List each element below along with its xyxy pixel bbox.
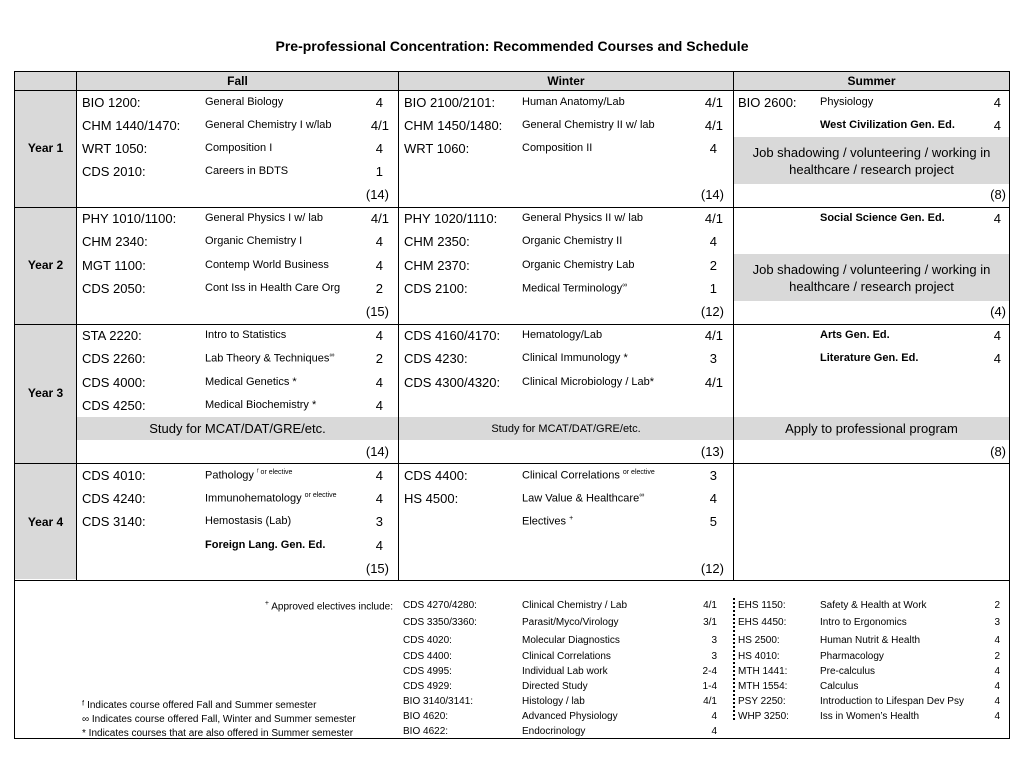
elective-credits: 1-4	[702, 681, 717, 692]
elective-desc: Iss in Women’s Health	[820, 711, 920, 722]
header-winter: Winter	[547, 74, 585, 88]
fall-total: (15)	[365, 561, 389, 576]
elective-desc: Pharmacology	[820, 651, 884, 662]
elective-desc: Pre-calculus	[820, 666, 876, 677]
course-code: CDS 4250:	[82, 398, 146, 413]
course-code: BIO 2600:	[738, 95, 797, 110]
footnote-mark: ∞	[622, 282, 628, 289]
course-desc: Medical Biochemistry *	[205, 399, 317, 411]
apply-note-summer: Apply to professional program	[785, 421, 958, 436]
course-credits: 4	[993, 328, 1001, 343]
elective-credits: 4	[994, 666, 1000, 677]
course-desc-text: Electives	[522, 515, 567, 528]
winter-total: (12)	[700, 561, 724, 576]
course-code: CHM 2370:	[404, 258, 470, 273]
course-code: MGT 1100:	[82, 258, 146, 273]
course-desc	[205, 352, 334, 365]
elective-code: WHP 3250:	[738, 711, 789, 722]
course-desc: Physiology	[820, 96, 874, 108]
elective-code: BIO 3140/3141:	[403, 696, 474, 707]
course-credits: 2	[375, 281, 383, 296]
course-code: BIO 1200:	[82, 95, 141, 110]
study-note-winter: Study for MCAT/DAT/GRE/etc.	[491, 423, 641, 435]
winter-total: (14)	[700, 187, 724, 202]
course-code: HS 4500:	[404, 491, 459, 506]
course-desc-text: Pathology	[205, 469, 254, 482]
course-desc-text: Medical Terminology	[522, 282, 623, 295]
course-credits: 4	[993, 211, 1001, 226]
course-credits: 5	[709, 514, 717, 529]
elective-credits: 2	[994, 600, 1000, 611]
course-credits: 3	[709, 468, 717, 483]
course-credits: 4/1	[370, 118, 389, 133]
course-credits: 4	[993, 118, 1001, 133]
elective-desc: Parasit/Myco/Virology	[522, 617, 619, 628]
year-4-label: Year 4	[27, 515, 64, 529]
course-code: BIO 2100/2101:	[404, 95, 496, 110]
electives-separator	[733, 598, 735, 720]
elective-code: BIO 4620:	[403, 711, 449, 722]
elective-code: PSY 2250:	[738, 696, 786, 707]
elective-code: CDS 4270/4280:	[403, 600, 477, 611]
course-desc	[522, 515, 573, 528]
footnote-mark: ∞	[329, 352, 335, 359]
footnote-mark: or elective	[622, 469, 655, 476]
footnote-mark: +	[264, 600, 270, 607]
fall-total: (14)	[365, 444, 389, 459]
course-code: STA 2220:	[82, 328, 142, 343]
course-credits: 4/1	[704, 95, 723, 110]
course-code: CDS 4300/4320:	[404, 375, 501, 390]
winter-total: (13)	[700, 444, 724, 459]
course-credits: 4/1	[704, 118, 723, 133]
course-credits: 4	[375, 398, 383, 413]
elective-desc: Clinical Correlations	[522, 651, 611, 662]
course-desc: Organic Chemistry Lab	[522, 259, 635, 271]
elective-credits: 4	[994, 635, 1000, 646]
course-desc: Organic Chemistry II	[522, 235, 623, 247]
course-desc: General Physics II w/ lab	[522, 212, 644, 224]
elective-desc: Molecular Diagnostics	[522, 635, 620, 646]
course-credits: 4	[709, 141, 717, 156]
course-desc	[522, 492, 644, 505]
course-credits: 4/1	[704, 328, 723, 343]
elective-code: EHS 4450:	[738, 617, 787, 628]
elective-desc: Intro to Ergonomics	[820, 617, 907, 628]
elective-code: MTH 1554:	[738, 681, 788, 692]
course-credits: 4	[375, 375, 383, 390]
course-desc-text: Law Value & Healthcare	[522, 492, 640, 505]
course-code: CDS 3140:	[82, 514, 146, 529]
course-desc-text: Clinical Correlations	[522, 469, 620, 482]
electives-label-text: Approved electives include:	[271, 601, 393, 613]
course-credits: 4	[375, 95, 383, 110]
fall-total: (14)	[365, 187, 389, 202]
elective-desc: Human Nutrit & Health	[820, 635, 921, 646]
course-code: CDS 4010:	[82, 468, 146, 483]
divider	[15, 580, 1009, 581]
footnote-mark: +	[569, 515, 574, 522]
course-credits: 4	[375, 141, 383, 156]
elective-desc: Individual Lab work	[522, 666, 608, 677]
course-desc: Composition II	[522, 142, 593, 154]
elective-code: CDS 4995:	[403, 666, 452, 677]
course-credits: 2	[709, 258, 717, 273]
course-credits: 4	[375, 538, 383, 553]
elective-credits: 4/1	[703, 600, 717, 611]
page-title: Pre-professional Concentration: Recommended Courses and Schedule	[275, 38, 749, 54]
course-code: CHM 1440/1470:	[82, 118, 181, 133]
elective-desc: Endocrinology	[522, 726, 586, 737]
course-code: CDS 2260:	[82, 351, 146, 366]
year-3-label: Year 3	[27, 386, 64, 400]
elective-desc: Safety & Health at Work	[820, 600, 927, 611]
course-credits: 4/1	[704, 211, 723, 226]
course-desc: Careers in BDTS	[205, 165, 289, 177]
course-desc: Human Anatomy/Lab	[522, 96, 625, 108]
elective-code: MTH 1441:	[738, 666, 788, 677]
elective-code: HS 4010:	[738, 651, 780, 662]
course-desc: Organic Chemistry I	[205, 235, 303, 247]
course-code: CDS 4240:	[82, 491, 146, 506]
course-credits: 3	[709, 351, 717, 366]
elective-code: CDS 4929:	[403, 681, 452, 692]
year-2-label: Year 2	[27, 258, 64, 272]
course-code: WRT 1050:	[82, 141, 148, 156]
course-code: CDS 4400:	[404, 468, 468, 483]
summer-total: (8)	[990, 444, 1006, 459]
course-credits: 4	[375, 468, 383, 483]
elective-code: CDS 4020:	[403, 635, 452, 646]
elective-credits: 3/1	[703, 617, 717, 628]
course-code: CDS 2050:	[82, 281, 146, 296]
elective-code: BIO 4622:	[403, 726, 449, 737]
elective-desc: Histology / lab	[522, 696, 585, 707]
course-desc: Medical Genetics *	[205, 376, 297, 388]
course-desc-text: Immunohematology	[205, 492, 302, 505]
year-column-bg	[15, 90, 76, 579]
course-desc-text: Lab Theory & Techniques	[205, 352, 330, 365]
elective-code: CDS 4400:	[403, 651, 452, 662]
elective-credits: 3	[711, 635, 717, 646]
footnote: * Indicates courses that are also offered in Summer semester	[82, 728, 354, 739]
elective-desc: Directed Study	[522, 681, 588, 692]
header-fall: Fall	[227, 74, 248, 88]
course-desc: Composition I	[205, 142, 273, 154]
divider	[15, 207, 1009, 208]
gen-ed-course: Social Science Gen. Ed.	[820, 212, 945, 224]
elective-credits: 4	[994, 711, 1000, 722]
course-credits: 3	[375, 514, 383, 529]
elective-desc: Introduction to Lifespan Dev Psy	[820, 696, 964, 707]
elective-credits: 4	[711, 726, 717, 737]
course-desc	[522, 469, 655, 482]
year-1-label: Year 1	[27, 141, 64, 155]
gen-ed-course: West Civilization Gen. Ed.	[820, 119, 955, 131]
footnote-mark: ᶠ or elective	[257, 469, 293, 476]
elective-credits: 2	[994, 651, 1000, 662]
course-desc: Hematology/Lab	[522, 329, 603, 341]
course-code: PHY 1020/1110:	[404, 211, 498, 226]
divider	[15, 463, 1009, 464]
gen-ed-course: Foreign Lang. Gen. Ed.	[205, 539, 326, 551]
course-code: PHY 1010/1100:	[82, 211, 177, 226]
course-code: CDS 2100:	[404, 281, 468, 296]
course-code: CDS 4230:	[404, 351, 468, 366]
course-credits: 4	[375, 328, 383, 343]
course-credits: 4	[993, 351, 1001, 366]
divider	[76, 72, 77, 580]
course-credits: 4	[375, 234, 383, 249]
elective-code: HS 2500:	[738, 635, 780, 646]
course-desc: General Biology	[205, 96, 284, 108]
elective-code: EHS 1150:	[738, 600, 786, 611]
elective-credits: 4	[994, 681, 1000, 692]
summer-activity-note: Job shadowing / volunteering / working in healthcare / research project	[752, 145, 991, 177]
course-credits: 4/1	[370, 211, 389, 226]
electives-label	[150, 600, 393, 612]
course-desc: General Physics I w/ lab	[205, 212, 323, 224]
course-credits: 4	[375, 491, 383, 506]
elective-credits: 4	[994, 696, 1000, 707]
elective-credits: 4	[711, 711, 717, 722]
course-credits: 1	[709, 281, 717, 296]
elective-desc: Advanced Physiology	[522, 711, 618, 722]
course-credits: 4	[993, 95, 1001, 110]
divider	[15, 90, 1009, 91]
course-credits: 2	[375, 351, 383, 366]
course-code: CHM 2350:	[404, 234, 470, 249]
divider	[398, 72, 399, 580]
course-credits: 4	[709, 234, 717, 249]
summer-activity-note: Job shadowing / volunteering / working in healthcare / research project	[752, 262, 991, 294]
footnote: ∞ Indicates course offered Fall, Winter and Summer semester	[82, 714, 356, 725]
divider	[15, 324, 1009, 325]
course-credits: 1	[375, 164, 383, 179]
course-credits: 4	[709, 491, 717, 506]
course-credits: 4/1	[704, 375, 723, 390]
course-desc: General Chemistry II w/ lab	[522, 119, 655, 131]
elective-desc: Clinical Chemistry / Lab	[522, 600, 628, 611]
header-summer: Summer	[847, 74, 896, 88]
course-code: CDS 2010:	[82, 164, 146, 179]
course-desc: Contemp World Business	[205, 259, 329, 271]
elective-credits: 3	[711, 651, 717, 662]
course-desc: Intro to Statistics	[205, 329, 287, 341]
course-desc: Cont Iss in Health Care Org	[205, 282, 341, 294]
gen-ed-course: Literature Gen. Ed.	[820, 352, 919, 364]
course-desc	[522, 282, 627, 295]
elective-credits: 2-4	[702, 666, 717, 677]
elective-credits: 4/1	[703, 696, 717, 707]
course-code: CHM 1450/1480:	[404, 118, 503, 133]
study-note-fall: Study for MCAT/DAT/GRE/etc.	[149, 421, 326, 436]
course-code: CDS 4000:	[82, 375, 146, 390]
elective-credits: 3	[994, 617, 1000, 628]
elective-code: CDS 3350/3360:	[403, 617, 477, 628]
course-code: CDS 4160/4170:	[404, 328, 501, 343]
course-code: WRT 1060:	[404, 141, 470, 156]
course-desc	[205, 492, 337, 505]
summer-total: (8)	[990, 187, 1006, 202]
summer-total: (4)	[990, 304, 1006, 319]
course-desc: Clinical Immunology *	[522, 352, 628, 364]
course-desc: Clinical Microbiology / Lab*	[522, 376, 655, 388]
course-desc	[205, 469, 292, 482]
fall-total: (15)	[365, 304, 389, 319]
footnote: ᶠ Indicates course offered Fall and Summer semester	[82, 700, 317, 711]
elective-desc: Calculus	[820, 681, 859, 692]
course-credits: 4	[375, 258, 383, 273]
gen-ed-course: Arts Gen. Ed.	[820, 329, 890, 341]
footnote-mark: or elective	[304, 492, 337, 499]
course-desc: General Chemistry I w/lab	[205, 119, 332, 131]
course-code: CHM 2340:	[82, 234, 148, 249]
footnote-mark: ∞	[639, 492, 645, 499]
winter-total: (12)	[700, 304, 724, 319]
course-desc: Hemostasis (Lab)	[205, 515, 292, 527]
